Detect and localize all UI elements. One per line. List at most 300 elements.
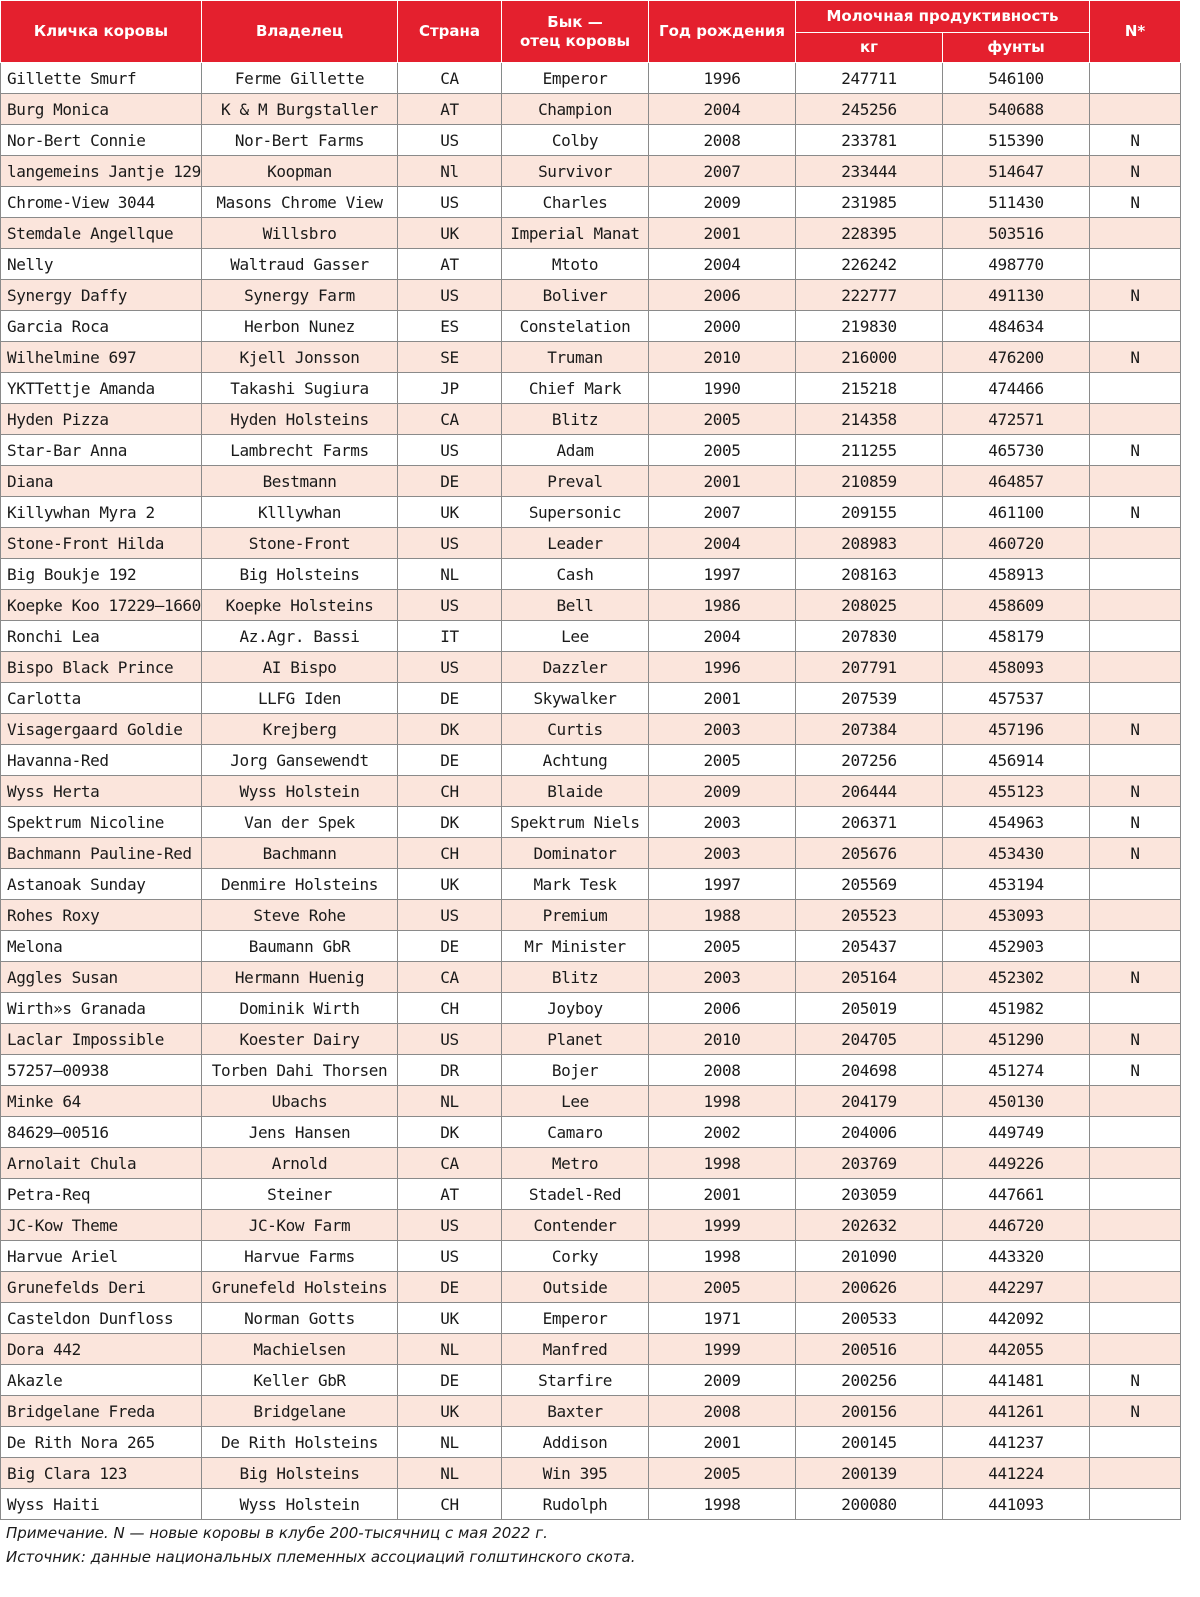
table-row [1, 311, 1181, 342]
cell-birth-year: 2003 [649, 807, 796, 838]
cell-country: CA [398, 1148, 502, 1179]
cell-sire: Planet [502, 1024, 649, 1055]
cell-sire: Corky [502, 1241, 649, 1272]
cell-birth-year: 2004 [649, 94, 796, 125]
cell-owner: Jorg Gansewendt [202, 745, 398, 776]
cell-milk-lb: 443320 [943, 1241, 1090, 1272]
cell-cow-name: Nor-Bert Connie [1, 125, 202, 156]
cell-cow-name: Visagergaard Goldie [1, 714, 202, 745]
cell-sire: Metro [502, 1148, 649, 1179]
cell-cow-name: Burg Monica [1, 94, 202, 125]
cell-country: US [398, 590, 502, 621]
cell-milk-lb: 447661 [943, 1179, 1090, 1210]
cell-milk-kg: 228395 [796, 218, 943, 249]
cell-new-flag [1090, 311, 1181, 342]
cell-milk-kg: 205019 [796, 993, 943, 1024]
cell-milk-lb: 454963 [943, 807, 1090, 838]
cell-owner: JC-Kow Farm [202, 1210, 398, 1241]
cell-new-flag [1090, 218, 1181, 249]
table-row [1, 1489, 1181, 1520]
cell-birth-year: 2002 [649, 1117, 796, 1148]
header-cow-name: Кличка коровы [1, 1, 202, 63]
cell-new-flag: N [1090, 962, 1181, 993]
cell-milk-lb: 457196 [943, 714, 1090, 745]
cell-birth-year: 1998 [649, 1086, 796, 1117]
cell-country: UK [398, 497, 502, 528]
cell-new-flag [1090, 1086, 1181, 1117]
cell-cow-name: Chrome-View 3044 [1, 187, 202, 218]
cell-cow-name: YKTTettje Amanda [1, 373, 202, 404]
cell-new-flag: N [1090, 435, 1181, 466]
cell-milk-lb: 458913 [943, 559, 1090, 590]
cell-sire: Supersonic [502, 497, 649, 528]
cell-new-flag [1090, 249, 1181, 280]
cell-cow-name: 84629–00516 [1, 1117, 202, 1148]
table-row [1, 590, 1181, 621]
cell-sire: Win 395 [502, 1458, 649, 1489]
cell-new-flag [1090, 1458, 1181, 1489]
table-row [1, 962, 1181, 993]
cell-cow-name: Diana [1, 466, 202, 497]
cell-new-flag: N [1090, 156, 1181, 187]
cell-milk-kg: 201090 [796, 1241, 943, 1272]
table-row [1, 156, 1181, 187]
cell-sire: Camaro [502, 1117, 649, 1148]
cell-owner: Machielsen [202, 1334, 398, 1365]
cell-birth-year: 1998 [649, 1489, 796, 1520]
table-row [1, 280, 1181, 311]
cell-owner: Stone-Front [202, 528, 398, 559]
cell-milk-kg: 208983 [796, 528, 943, 559]
cell-sire: Lee [502, 621, 649, 652]
cell-milk-lb: 441261 [943, 1396, 1090, 1427]
cell-new-flag [1090, 652, 1181, 683]
cell-cow-name: Big Clara 123 [1, 1458, 202, 1489]
cell-sire: Truman [502, 342, 649, 373]
cell-new-flag [1090, 373, 1181, 404]
table-row [1, 993, 1181, 1024]
cell-sire: Blitz [502, 962, 649, 993]
cell-sire: Colby [502, 125, 649, 156]
cell-new-flag [1090, 900, 1181, 931]
cell-birth-year: 1999 [649, 1334, 796, 1365]
cell-cow-name: Spektrum Nicoline [1, 807, 202, 838]
table-row [1, 1210, 1181, 1241]
cell-cow-name: Aggles Susan [1, 962, 202, 993]
cell-birth-year: 2006 [649, 280, 796, 311]
cell-cow-name: Astanoak Sunday [1, 869, 202, 900]
cell-cow-name: langemeins Jantje 129 [1, 156, 202, 187]
table-row [1, 1272, 1181, 1303]
cell-birth-year: 2005 [649, 404, 796, 435]
cell-birth-year: 1996 [649, 652, 796, 683]
cell-milk-kg: 226242 [796, 249, 943, 280]
cell-country: DR [398, 1055, 502, 1086]
cell-sire: Bojer [502, 1055, 649, 1086]
cell-country: US [398, 652, 502, 683]
cell-country: CA [398, 962, 502, 993]
cell-milk-lb: 442092 [943, 1303, 1090, 1334]
cell-sire: Preval [502, 466, 649, 497]
cell-cow-name: Stemdale Angellque [1, 218, 202, 249]
cell-new-flag: N [1090, 714, 1181, 745]
cell-country: US [398, 187, 502, 218]
cell-cow-name: Arnolait Chula [1, 1148, 202, 1179]
note-text: Примечание. N — новые коровы в клубе 200-тысячниц с мая 2022 г. [6, 1524, 548, 1542]
cell-milk-lb: 456914 [943, 745, 1090, 776]
cell-milk-kg: 206371 [796, 807, 943, 838]
cell-milk-kg: 200145 [796, 1427, 943, 1458]
cell-new-flag: N [1090, 125, 1181, 156]
cell-cow-name: Ronchi Lea [1, 621, 202, 652]
cell-birth-year: 2008 [649, 1055, 796, 1086]
cell-milk-kg: 245256 [796, 94, 943, 125]
cell-milk-kg: 207791 [796, 652, 943, 683]
header-birth-year: Год рождения [649, 1, 796, 63]
cell-milk-lb: 455123 [943, 776, 1090, 807]
cell-milk-lb: 498770 [943, 249, 1090, 280]
cell-new-flag [1090, 1489, 1181, 1520]
cell-cow-name: Stone-Front Hilda [1, 528, 202, 559]
cell-birth-year: 2008 [649, 1396, 796, 1427]
cell-birth-year: 1971 [649, 1303, 796, 1334]
cell-birth-year: 2009 [649, 187, 796, 218]
header-kg: кг [796, 33, 943, 63]
cell-owner: Bridgelane [202, 1396, 398, 1427]
cell-milk-lb: 458609 [943, 590, 1090, 621]
cell-country: US [398, 1241, 502, 1272]
cell-sire: Emperor [502, 63, 649, 94]
cell-sire: Mark Tesk [502, 869, 649, 900]
cell-birth-year: 2007 [649, 156, 796, 187]
cell-milk-kg: 208025 [796, 590, 943, 621]
cell-country: UK [398, 218, 502, 249]
cell-sire: Bell [502, 590, 649, 621]
cell-cow-name: Carlotta [1, 683, 202, 714]
cell-birth-year: 2001 [649, 1179, 796, 1210]
cell-birth-year: 2003 [649, 962, 796, 993]
cell-owner: Lambrecht Farms [202, 435, 398, 466]
cell-milk-kg: 233444 [796, 156, 943, 187]
cell-country: AT [398, 249, 502, 280]
cell-new-flag [1090, 1334, 1181, 1365]
cell-birth-year: 2005 [649, 1272, 796, 1303]
table-row [1, 559, 1181, 590]
cell-sire: Mr Minister [502, 931, 649, 962]
cell-sire: Leader [502, 528, 649, 559]
table-row [1, 838, 1181, 869]
cell-country: NL [398, 1427, 502, 1458]
cell-cow-name: Synergy Daffy [1, 280, 202, 311]
cell-sire: Rudolph [502, 1489, 649, 1520]
cell-owner: Arnold [202, 1148, 398, 1179]
cell-cow-name: Wirth»s Granada [1, 993, 202, 1024]
cell-sire: Premium [502, 900, 649, 931]
table-row [1, 1396, 1181, 1427]
table-notes [0, 1521, 1180, 1569]
table-row [1, 807, 1181, 838]
table-row [1, 1086, 1181, 1117]
cell-country: CH [398, 1489, 502, 1520]
cell-new-flag [1090, 63, 1181, 94]
cell-sire: Starfire [502, 1365, 649, 1396]
table-header [1, 1, 1181, 63]
cell-sire: Joyboy [502, 993, 649, 1024]
cell-birth-year: 2008 [649, 125, 796, 156]
cell-sire: Adam [502, 435, 649, 466]
cell-milk-kg: 207539 [796, 683, 943, 714]
cell-new-flag [1090, 683, 1181, 714]
table-row [1, 1241, 1181, 1272]
cell-birth-year: 2007 [649, 497, 796, 528]
cell-cow-name: Bachmann Pauline-Red [1, 838, 202, 869]
cell-owner: Baumann GbR [202, 931, 398, 962]
header-new-flag: N* [1090, 1, 1181, 63]
cell-country: DK [398, 1117, 502, 1148]
cell-milk-lb: 446720 [943, 1210, 1090, 1241]
cell-country: DE [398, 466, 502, 497]
header-owner: Владелец [202, 1, 398, 63]
cell-sire: Chief Mark [502, 373, 649, 404]
cell-cow-name: 57257–00938 [1, 1055, 202, 1086]
cell-country: NL [398, 559, 502, 590]
cell-new-flag [1090, 1179, 1181, 1210]
cell-country: CA [398, 404, 502, 435]
cell-new-flag: N [1090, 342, 1181, 373]
cell-owner: LLFG Iden [202, 683, 398, 714]
cell-milk-kg: 200256 [796, 1365, 943, 1396]
table-row [1, 249, 1181, 280]
cell-sire: Dazzler [502, 652, 649, 683]
cell-milk-lb: 442297 [943, 1272, 1090, 1303]
cell-country: SE [398, 342, 502, 373]
cell-birth-year: 2010 [649, 1024, 796, 1055]
cell-sire: Imperial Manat [502, 218, 649, 249]
cell-cow-name: Hyden Pizza [1, 404, 202, 435]
cell-sire: Emperor [502, 1303, 649, 1334]
cell-milk-lb: 451982 [943, 993, 1090, 1024]
table-row [1, 528, 1181, 559]
cell-country: DK [398, 807, 502, 838]
cell-new-flag: N [1090, 187, 1181, 218]
cell-owner: De Rith Holsteins [202, 1427, 398, 1458]
cell-owner: AI Bispo [202, 652, 398, 683]
cell-milk-lb: 461100 [943, 497, 1090, 528]
cell-cow-name: Casteldon Dunfloss [1, 1303, 202, 1334]
cell-milk-kg: 206444 [796, 776, 943, 807]
cell-owner: Big Holsteins [202, 559, 398, 590]
table-row [1, 466, 1181, 497]
cell-new-flag: N [1090, 776, 1181, 807]
cell-sire: Outside [502, 1272, 649, 1303]
cell-country: UK [398, 1396, 502, 1427]
cell-new-flag [1090, 466, 1181, 497]
table-row [1, 1365, 1181, 1396]
cell-milk-lb: 484634 [943, 311, 1090, 342]
cell-milk-kg: 233781 [796, 125, 943, 156]
cell-new-flag [1090, 1241, 1181, 1272]
cell-milk-kg: 205569 [796, 869, 943, 900]
cell-owner: Dominik Wirth [202, 993, 398, 1024]
cell-milk-lb: 441224 [943, 1458, 1090, 1489]
cell-owner: Takashi Sugiura [202, 373, 398, 404]
cell-milk-lb: 453430 [943, 838, 1090, 869]
cell-milk-kg: 208163 [796, 559, 943, 590]
cell-milk-kg: 204698 [796, 1055, 943, 1086]
cell-birth-year: 2005 [649, 745, 796, 776]
cell-country: DE [398, 1272, 502, 1303]
table-row [1, 1334, 1181, 1365]
table-row [1, 745, 1181, 776]
cell-milk-kg: 231985 [796, 187, 943, 218]
cell-milk-kg: 203769 [796, 1148, 943, 1179]
cell-owner: Grunefeld Holsteins [202, 1272, 398, 1303]
cell-cow-name: Grunefelds Deri [1, 1272, 202, 1303]
cell-milk-lb: 460720 [943, 528, 1090, 559]
cell-owner: Nor-Bert Farms [202, 125, 398, 156]
cell-country: DE [398, 683, 502, 714]
cell-cow-name: Akazle [1, 1365, 202, 1396]
cell-milk-lb: 503516 [943, 218, 1090, 249]
cell-cow-name: Laclar Impossible [1, 1024, 202, 1055]
cell-cow-name: Nelly [1, 249, 202, 280]
table-row [1, 94, 1181, 125]
cell-sire: Contender [502, 1210, 649, 1241]
cell-new-flag [1090, 404, 1181, 435]
cell-milk-kg: 205523 [796, 900, 943, 931]
cell-country: US [398, 1210, 502, 1241]
cell-milk-kg: 202632 [796, 1210, 943, 1241]
cell-country: CH [398, 993, 502, 1024]
cell-new-flag: N [1090, 1365, 1181, 1396]
cell-country: NL [398, 1086, 502, 1117]
cell-cow-name: Gillette Smurf [1, 63, 202, 94]
cell-milk-kg: 205676 [796, 838, 943, 869]
cell-birth-year: 1990 [649, 373, 796, 404]
cell-new-flag [1090, 590, 1181, 621]
cell-milk-kg: 200533 [796, 1303, 943, 1334]
cell-new-flag [1090, 559, 1181, 590]
cell-sire: Blaide [502, 776, 649, 807]
cell-new-flag: N [1090, 1055, 1181, 1086]
cell-birth-year: 1999 [649, 1210, 796, 1241]
cell-milk-lb: 452302 [943, 962, 1090, 993]
cell-sire: Manfred [502, 1334, 649, 1365]
cell-country: AT [398, 1179, 502, 1210]
cell-owner: Herbon Nunez [202, 311, 398, 342]
cell-milk-lb: 452903 [943, 931, 1090, 962]
cell-sire: Boliver [502, 280, 649, 311]
cell-birth-year: 2001 [649, 1427, 796, 1458]
cell-country: DK [398, 714, 502, 745]
table-row [1, 373, 1181, 404]
cell-owner: Hermann Huenig [202, 962, 398, 993]
cell-sire: Cash [502, 559, 649, 590]
cell-birth-year: 2001 [649, 466, 796, 497]
cell-milk-kg: 207256 [796, 745, 943, 776]
cell-milk-lb: 472571 [943, 404, 1090, 435]
cell-country: CH [398, 776, 502, 807]
cell-cow-name: Wyss Herta [1, 776, 202, 807]
cell-milk-kg: 247711 [796, 63, 943, 94]
cell-sire: Stadel-Red [502, 1179, 649, 1210]
cell-birth-year: 2003 [649, 838, 796, 869]
table-row [1, 652, 1181, 683]
cell-milk-kg: 205164 [796, 962, 943, 993]
table-row [1, 900, 1181, 931]
cell-milk-lb: 540688 [943, 94, 1090, 125]
cell-country: US [398, 125, 502, 156]
cell-new-flag [1090, 94, 1181, 125]
cell-owner: Big Holsteins [202, 1458, 398, 1489]
cell-birth-year: 2004 [649, 528, 796, 559]
cell-milk-lb: 451290 [943, 1024, 1090, 1055]
cell-cow-name: Rohes Roxy [1, 900, 202, 931]
cell-milk-kg: 204179 [796, 1086, 943, 1117]
cell-country: UK [398, 1303, 502, 1334]
table-row [1, 1458, 1181, 1489]
cell-milk-kg: 204006 [796, 1117, 943, 1148]
cell-owner: Bestmann [202, 466, 398, 497]
cell-cow-name: Harvue Ariel [1, 1241, 202, 1272]
cell-new-flag [1090, 621, 1181, 652]
cell-milk-kg: 205437 [796, 931, 943, 962]
table-row [1, 683, 1181, 714]
cell-owner: Koester Dairy [202, 1024, 398, 1055]
cell-new-flag [1090, 1272, 1181, 1303]
cell-new-flag [1090, 1210, 1181, 1241]
cell-milk-kg: 219830 [796, 311, 943, 342]
cell-country: Nl [398, 156, 502, 187]
cell-cow-name: Big Boukje 192 [1, 559, 202, 590]
cell-owner: Harvue Farms [202, 1241, 398, 1272]
cell-sire: Baxter [502, 1396, 649, 1427]
cell-cow-name: Melona [1, 931, 202, 962]
cell-owner: Az.Agr. Bassi [202, 621, 398, 652]
cell-birth-year: 2004 [649, 621, 796, 652]
cell-milk-kg: 203059 [796, 1179, 943, 1210]
source-text: Источник: данные национальных племенных ассоциаций голштинского скота. [6, 1548, 636, 1566]
cell-milk-lb: 441237 [943, 1427, 1090, 1458]
cell-sire: Blitz [502, 404, 649, 435]
cell-milk-lb: 514647 [943, 156, 1090, 187]
cell-milk-lb: 453093 [943, 900, 1090, 931]
cell-milk-lb: 449749 [943, 1117, 1090, 1148]
cell-country: CH [398, 838, 502, 869]
cell-country: AT [398, 94, 502, 125]
cell-birth-year: 2005 [649, 931, 796, 962]
cell-owner: Denmire Holsteins [202, 869, 398, 900]
cell-new-flag: N [1090, 838, 1181, 869]
cell-birth-year: 2004 [649, 249, 796, 280]
cell-milk-kg: 222777 [796, 280, 943, 311]
cell-cow-name: JC-Kow Theme [1, 1210, 202, 1241]
cell-new-flag: N [1090, 497, 1181, 528]
table-body [1, 63, 1181, 1520]
cell-birth-year: 2005 [649, 435, 796, 466]
cell-new-flag: N [1090, 807, 1181, 838]
cell-milk-kg: 214358 [796, 404, 943, 435]
cell-new-flag: N [1090, 280, 1181, 311]
cell-birth-year: 1996 [649, 63, 796, 94]
cell-owner: Jens Hansen [202, 1117, 398, 1148]
cell-country: US [398, 528, 502, 559]
cell-birth-year: 1997 [649, 559, 796, 590]
cell-sire: Achtung [502, 745, 649, 776]
cell-sire: Addison [502, 1427, 649, 1458]
cell-country: IT [398, 621, 502, 652]
cell-sire: Mtoto [502, 249, 649, 280]
